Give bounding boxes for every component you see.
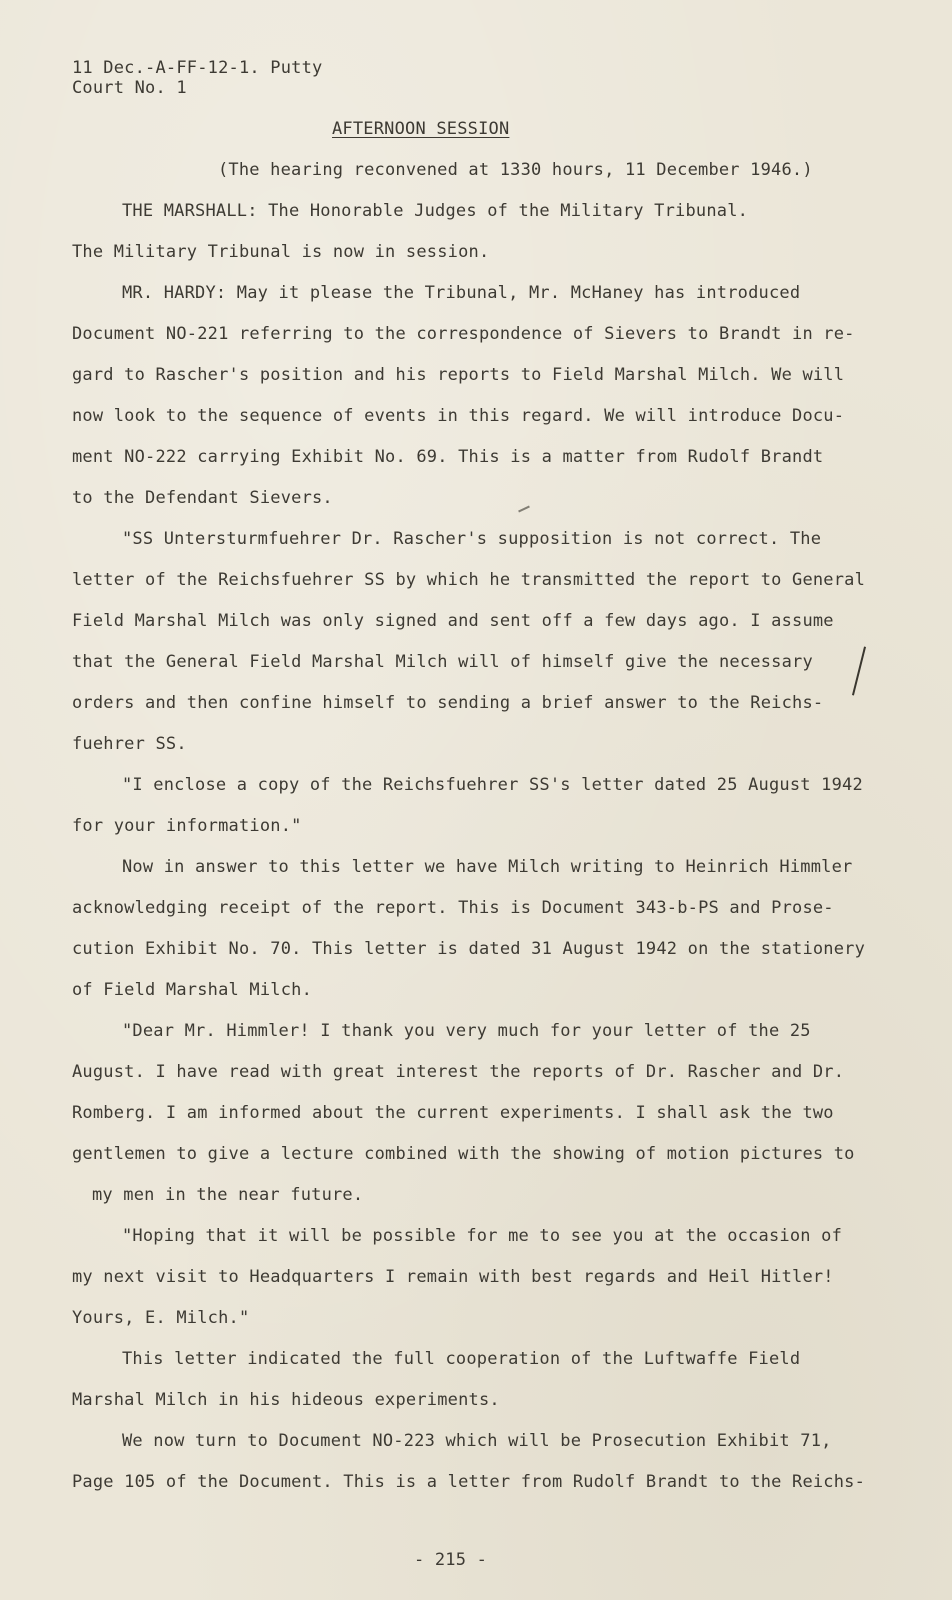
- text-line: "Dear Mr. Himmler! I thank you very much for your letter of the 25: [122, 1021, 811, 1041]
- text-line: letter of the Reichsfuehrer SS by which he transmitted the report to General: [72, 570, 866, 590]
- text-line: Field Marshal Milch was only signed and sent off a few days ago. I assume: [72, 611, 834, 631]
- text-line: now look to the sequence of events in this regard. We will introduce Docu-: [72, 406, 845, 426]
- stray-pen-mark: [518, 506, 530, 513]
- text-line: Marshal Milch in his hideous experiments.: [72, 1390, 500, 1410]
- margin-pen-mark: [852, 647, 866, 696]
- text-line: "I enclose a copy of the Reichsfuehrer SS's letter dated 25 August 1942: [122, 775, 863, 795]
- text-line: my next visit to Headquarters I remain with best regards and Heil Hitler!: [72, 1267, 834, 1287]
- header-line-2: Court No. 1: [72, 78, 187, 98]
- session-title: AFTERNOON SESSION: [332, 119, 510, 139]
- text-line: Romberg. I am informed about the current experiments. I shall ask the two: [72, 1103, 834, 1123]
- text-line: Page 105 of the Document. This is a letter from Rudolf Brandt to the Reichs-: [72, 1472, 866, 1492]
- text-line: orders and then confine himself to sending a brief answer to the Reichs-: [72, 693, 824, 713]
- text-line: of Field Marshal Milch.: [72, 980, 313, 1000]
- text-line: The Military Tribunal is now in session.: [72, 242, 490, 262]
- text-line: Now in answer to this letter we have Milch writing to Heinrich Himmler: [122, 857, 853, 877]
- text-line: MR. HARDY: May it please the Tribunal, Mr. McHaney has introduced: [122, 283, 801, 303]
- text-line: fuehrer SS.: [72, 734, 187, 754]
- text-line: We now turn to Document NO-223 which will be Prosecution Exhibit 71,: [122, 1431, 832, 1451]
- text-line: for your information.": [72, 816, 302, 836]
- text-line: Document NO-221 referring to the correspondence of Sievers to Brandt in re-: [72, 324, 855, 344]
- text-line: "Hoping that it will be possible for me to see you at the occasion of: [122, 1226, 843, 1246]
- text-line: This letter indicated the full cooperation of the Luftwaffe Field: [122, 1349, 801, 1369]
- header-line-1: 11 Dec.-A-FF-12-1. Putty: [72, 58, 323, 78]
- text-line: August. I have read with great interest the reports of Dr. Rascher and Dr.: [72, 1062, 845, 1082]
- text-line: my men in the near future.: [92, 1185, 364, 1205]
- text-line: that the General Field Marshal Milch will of himself give the necessary: [72, 652, 813, 672]
- text-line: to the Defendant Sievers.: [72, 488, 333, 508]
- text-line: cution Exhibit No. 70. This letter is dated 31 August 1942 on the stationery: [72, 939, 866, 959]
- text-line: gard to Rascher's position and his reports to Field Marshal Milch. We will: [72, 365, 845, 385]
- text-line: acknowledging receipt of the report. This is Document 343-b-PS and Prose-: [72, 898, 834, 918]
- text-line: gentlemen to give a lecture combined with the showing of motion pictures to: [72, 1144, 855, 1164]
- text-line: (The hearing reconvened at 1330 hours, 11 December 1946.): [218, 160, 813, 180]
- text-line: ment NO-222 carrying Exhibit No. 69. This is a matter from Rudolf Brandt: [72, 447, 824, 467]
- text-line: THE MARSHALL: The Honorable Judges of the Military Tribunal.: [122, 201, 749, 221]
- text-line: "SS Untersturmfuehrer Dr. Rascher's supposition is not correct. The: [122, 529, 822, 549]
- text-line: Yours, E. Milch.": [72, 1308, 250, 1328]
- page-number: - 215 -: [414, 1550, 488, 1570]
